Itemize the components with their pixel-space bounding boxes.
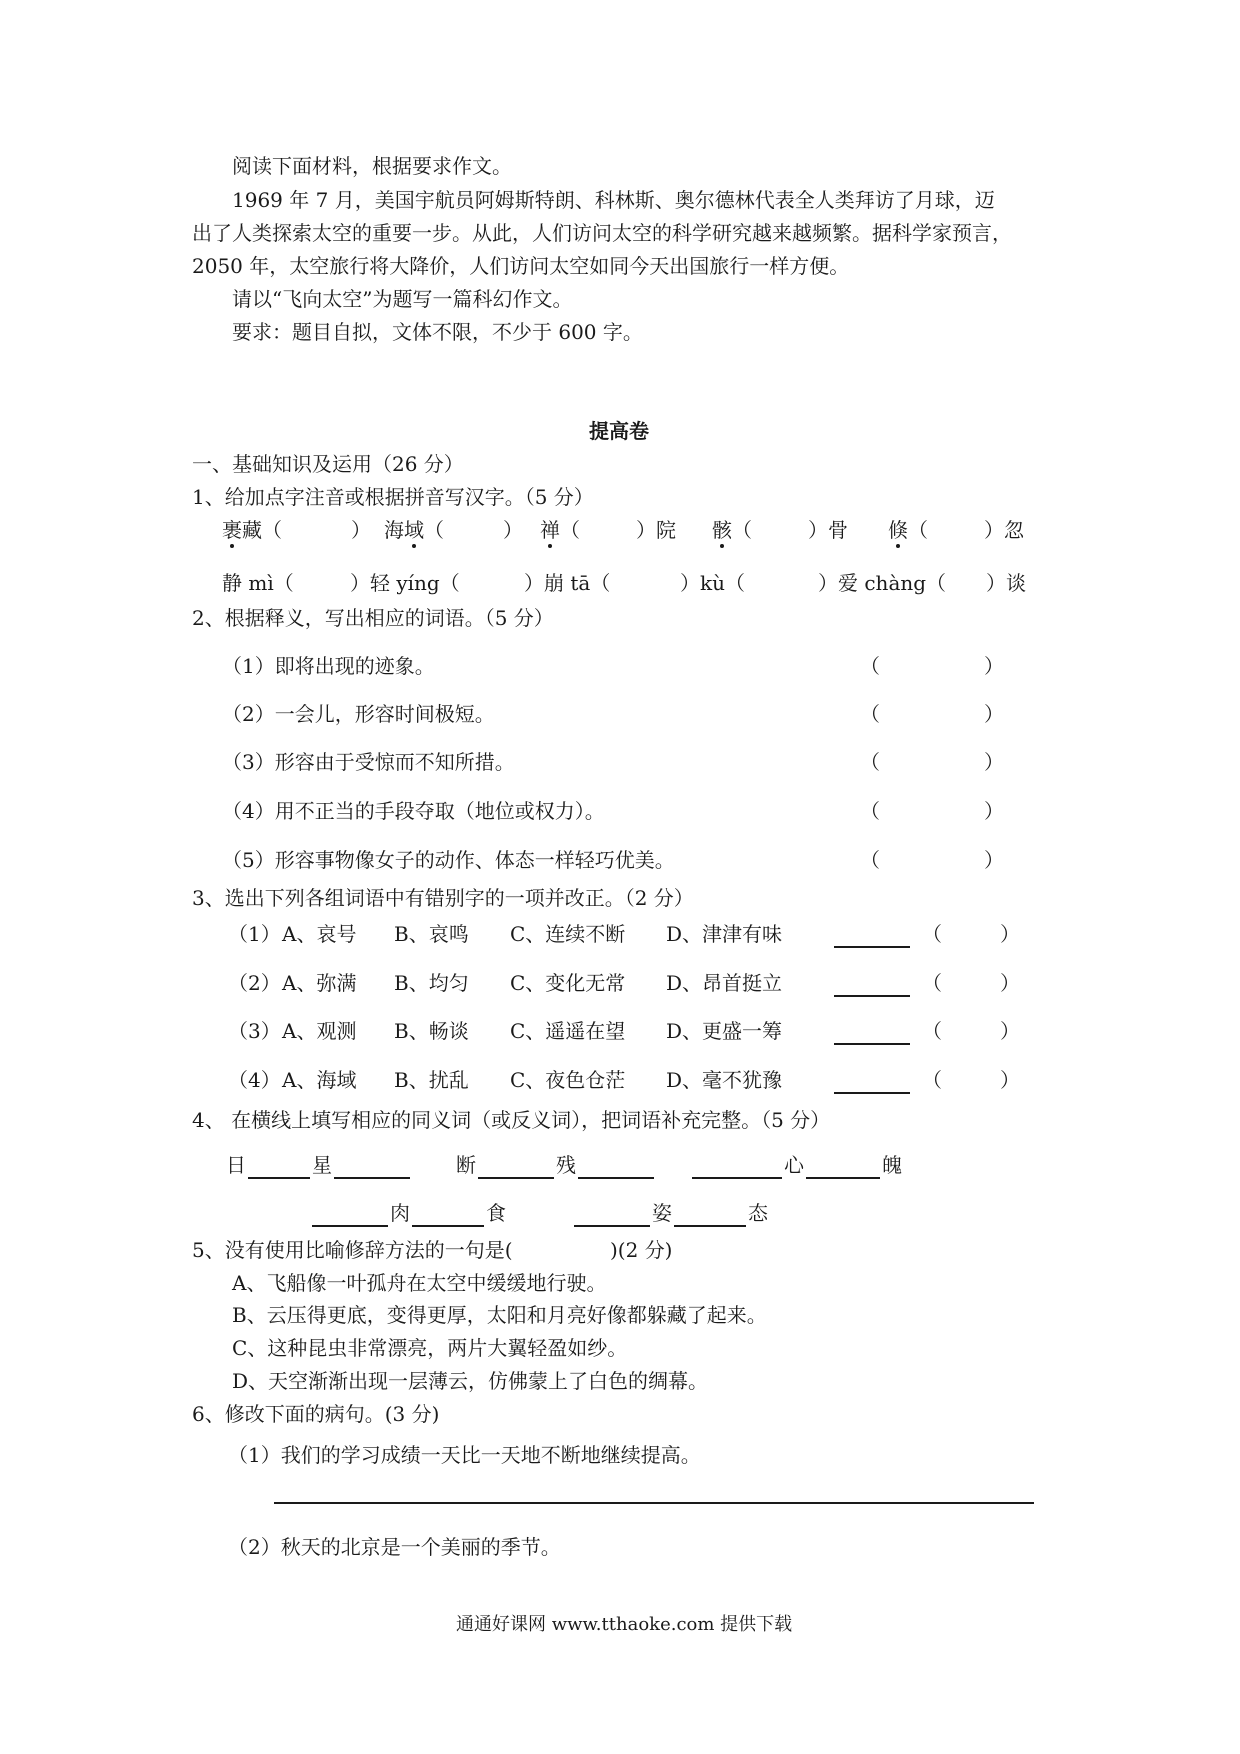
essay-material-line: 出了人类探索太空的重要一步。从此，人们访问太空的科学研究越来越频繁。据科学家预言，: [192, 221, 1012, 245]
answer-blank[interactable]: [834, 977, 910, 997]
q1-pinyin-5: ）爱 chàng（: [818, 571, 947, 595]
q2-item: （1）即将出现的迹象。: [222, 654, 435, 678]
answer-blank[interactable]: [412, 1207, 484, 1227]
q1-pinyin-2: ）轻 yíng（: [350, 571, 460, 595]
answer-bracket-close: ）: [984, 750, 1004, 774]
answer-blank[interactable]: [312, 1207, 388, 1227]
dotted-char: 骸: [712, 518, 732, 542]
q1-item-3-close: ）院: [636, 518, 676, 542]
essay-material-line: 2050 年，太空旅行将大降价，人们访问太空如同今天出国旅行一样方便。: [192, 254, 850, 278]
answer-blank[interactable]: [692, 1159, 782, 1179]
answer-blank[interactable]: [834, 1074, 910, 1094]
q1-item-5-close: ）忽: [984, 518, 1024, 542]
q5-option-b: B、云压得更底，变得更厚，太阳和月亮好像都躲藏了起来。: [232, 1303, 767, 1327]
answer-blank[interactable]: [574, 1207, 650, 1227]
question-3-stem: 3、选出下列各组词语中有错别字的一项并改正。（2 分）: [192, 886, 694, 910]
q2-item: （2）一会儿，形容时间极短。: [222, 702, 495, 726]
answer-bracket-close: ）: [1000, 922, 1020, 946]
question-5-stem: 5、没有使用比喻修辞方法的一句是(: [192, 1238, 513, 1262]
q5-option-a: A、飞船像一叶孤舟在太空中缓缓地行驶。: [232, 1271, 607, 1295]
q1-item-2: 海域（: [384, 518, 444, 542]
page-footer: 通通好课网 www.tthaoke.com 提供下载: [456, 1614, 793, 1635]
answer-bracket-close: ）: [1000, 1068, 1020, 1092]
q1-item-1-close: ）: [351, 518, 371, 542]
dotted-char: 倏: [888, 518, 908, 542]
question-1-stem: 1、给加点字注音或根据拼音写汉字。（5 分）: [192, 485, 594, 509]
q1-item-3: 禅（: [540, 518, 580, 542]
exam-page: 阅读下面材料，根据要求作文。 1969 年 7 月，美国宇航员阿姆斯特朗、科林斯、奥尔德林代表全人类拜访了月球，迈 出了人类探索太空的重要一步。从此，人们访问太空的科学研究越来越频繁。据科学家预言， 2050 年，太空旅行将大降价，人们访问太空如同今天出国旅行一样方便。 请以“飞向太空”为题写一篇科幻作文。 要求：题目自拟，文体不限，不少于 600 字。 提高卷 一、基础知识及运用（26 分） 1、给加点字注音或根据拼音写汉字。（5 分） 裹藏（ ） 海域（ ） 禅（ ）院 骸（ ）骨 倏（ ）忽 静 mì（ ）轻 yíng（ ）崩 tā（ ）kù（ ）爱 chàng（ ）谈 2、根据释义，写出相应的词语。（5 分） （1）即将出现的迹象。 （ ） （2）一会儿，形容时间极短。 （ ） （3）形容由于受惊而不知所措。 （ ） （4）用不正当的手段夺取（地位或权力）。 （ ） （5）形容事物像女子的动作、体态一样轻巧优美。 （ ） 3、选出下列各组词语中有错别字的一项并改正。（2 分） （1） A、哀号 B、哀鸣 C、连续不断 D、津津有味 （ ） （2） A、弥满 B、均匀 C、变化无常 D、昂首挺立 （ ） （3） A、观测 B、畅谈 C、遥遥在望 D、更盛一筹 （ ） （4） A、海域 B、扰乱 C、夜色仓茫 D、毫不犹豫 （ ） 4、 在横线上填写相应的同义词（或反义词），把词语补充完整。（5 分） 日 星 断 残 心 魄 肉 食 姿 态 5、没有使用比喻修辞方法的一句是( )(2 分) A、飞船像一叶孤舟在太空中缓缓地行驶。 B、云压得更底，变得更厚，太阳和月亮好像都躲藏了起来。 C、这种昆虫非常漂亮，两片大翼轻盈如纱。 D、天空渐渐出现一层薄云，仿佛蒙上了白色的绸幕。 6、修改下面的病句。(3 分) （1）我们的学习成绩一天比一天地不断地继续提高。 （2）秋天的北京是一个美丽的季节。 通通好课网 www.tthaoke.com 提供下载: [0, 0, 1240, 1754]
answer-blank[interactable]: [334, 1159, 410, 1179]
q1-pinyin-6: ）谈: [986, 571, 1026, 595]
q2-item: （3）形容由于受惊而不知所措。: [222, 750, 515, 774]
q1-item-5: 倏（: [888, 518, 928, 542]
question-2-stem: 2、根据释义，写出相应的词语。（5 分）: [192, 606, 554, 630]
answer-bracket-close: ）: [984, 654, 1004, 678]
answer-bracket-open: （: [860, 799, 880, 823]
answer-bracket-close: ）: [984, 702, 1004, 726]
q6-sentence-1: （1）我们的学习成绩一天比一天地不断地继续提高。: [228, 1443, 701, 1467]
answer-bracket-open: （: [922, 922, 942, 946]
question-4-stem: 4、 在横线上填写相应的同义词（或反义词），把词语补充完整。（5 分）: [192, 1108, 831, 1132]
q5-option-c: C、这种昆虫非常漂亮，两片大翼轻盈如纱。: [232, 1336, 628, 1360]
q1-item-4: 骸（: [712, 518, 752, 542]
dotted-char: 禅: [540, 518, 560, 542]
answer-blank[interactable]: [806, 1159, 880, 1179]
q1-pinyin-3: ）崩 tā（: [524, 571, 611, 595]
answer-blank[interactable]: [478, 1159, 554, 1179]
answer-bracket-close: ）: [984, 799, 1004, 823]
answer-blank[interactable]: [834, 1025, 910, 1045]
q2-item: （5）形容事物像女子的动作、体态一样轻巧优美。: [222, 848, 675, 872]
answer-bracket-close: ）: [1000, 971, 1020, 995]
answer-blank[interactable]: [834, 928, 910, 948]
answer-blank[interactable]: [674, 1207, 746, 1227]
answer-blank[interactable]: [578, 1159, 654, 1179]
section-title: 提高卷: [589, 419, 649, 443]
q2-item: （4）用不正当的手段夺取（地位或权力）。: [222, 799, 605, 823]
answer-bracket-open: （: [922, 1019, 942, 1043]
q1-item-4-close: ）骨: [808, 518, 848, 542]
dotted-char: 裹: [222, 518, 242, 542]
answer-bracket-open: （: [860, 654, 880, 678]
q1-item-2-close: ）: [503, 518, 523, 542]
question-6-stem: 6、修改下面的病句。(3 分): [192, 1402, 440, 1426]
answer-line[interactable]: [274, 1502, 1034, 1504]
q1-pinyin-4: ）kù（: [680, 571, 745, 595]
essay-material-line: 1969 年 7 月，美国宇航员阿姆斯特朗、科林斯、奥尔德林代表全人类拜访了月球，迈: [232, 188, 995, 212]
question-5-score: )(2 分): [610, 1238, 673, 1262]
answer-bracket-close: ）: [984, 848, 1004, 872]
answer-bracket-open: （: [922, 971, 942, 995]
essay-requirements: 要求：题目自拟，文体不限，不少于 600 字。: [232, 320, 643, 344]
q1-item-1: 裹藏（: [222, 518, 282, 542]
q1-pinyin-1: 静 mì（: [222, 571, 294, 595]
answer-blank[interactable]: [248, 1159, 310, 1179]
answer-bracket-open: （: [860, 848, 880, 872]
answer-bracket-open: （: [860, 702, 880, 726]
essay-instruction: 阅读下面材料，根据要求作文。: [232, 154, 512, 178]
answer-bracket-open: （: [860, 750, 880, 774]
dotted-char: 域: [404, 518, 424, 542]
answer-bracket-close: ）: [1000, 1019, 1020, 1043]
answer-bracket-open: （: [922, 1068, 942, 1092]
part-heading: 一、基础知识及运用（26 分）: [192, 452, 464, 476]
q5-option-d: D、天空渐渐出现一层薄云，仿佛蒙上了白色的绸幕。: [232, 1369, 709, 1393]
essay-prompt: 请以“飞向太空”为题写一篇科幻作文。: [232, 287, 573, 311]
q6-sentence-2: （2）秋天的北京是一个美丽的季节。: [228, 1535, 561, 1559]
